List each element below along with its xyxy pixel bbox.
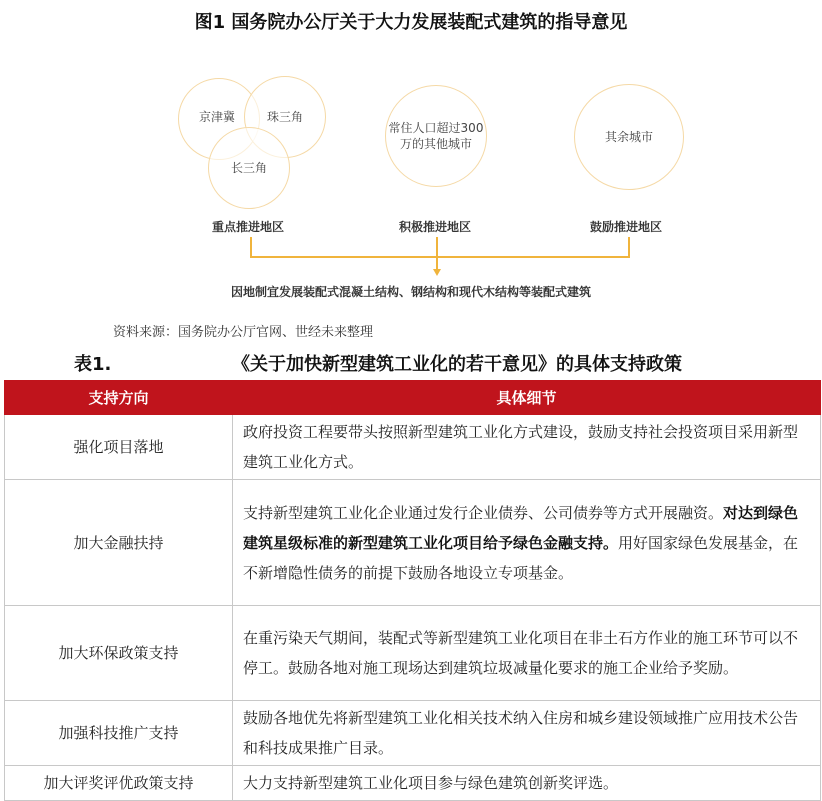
row-direction: 强化项目落地 — [5, 415, 233, 480]
circle-changsanjiao — [208, 127, 290, 209]
row-detail-part1: 支持新型建筑工业化企业通过发行企业债券、公司债券等方式开展融资。 — [243, 503, 724, 522]
figure-title: 图1 国务院办公厅关于大力发展装配式建筑的指导意见 — [194, 12, 628, 33]
row-direction: 加大环保政策支持 — [5, 606, 233, 701]
row-detail: 在重污染天气期间，装配式等新型建筑工业化项目在非土石方作业的施工环节可以不停工。鼓励各地对施工现场达到建筑垃圾减量化要求的施工企业给予奖励。 — [233, 606, 821, 701]
table-row — [5, 415, 821, 480]
connector-center-vertical — [436, 237, 438, 271]
row-direction: 加大金融扶持 — [5, 480, 233, 606]
circle-changsanjiao-label: 长三角 — [230, 161, 267, 175]
header-detail: 具体细节 — [233, 381, 821, 415]
circle-other-cities — [385, 85, 487, 187]
table-row — [5, 480, 821, 606]
header-direction: 支持方向 — [5, 381, 233, 415]
circle-remaining-cities — [574, 84, 684, 190]
connector-horizontal — [250, 256, 630, 258]
row-detail: 鼓励各地优先将新型建筑工业化相关技术纳入住房和城乡建设领域推广应用技术公告和科技成果推广目录。 — [233, 701, 821, 766]
row-detail-bold: 对达到绿色建筑星级标准的新型建筑工业化项目给予绿色金融支持。 — [243, 503, 799, 552]
row-detail: 政府投资工程要带头按照新型建筑工业化方式建设，鼓励支持社会投资项目采用新型建筑工业化方式。 — [233, 415, 821, 480]
connector-right-vertical — [628, 237, 630, 257]
circle-other-cities-line1: 常住人口超过300 — [388, 121, 484, 135]
table-row — [5, 701, 821, 766]
circle-remaining-cities-label: 其余城市 — [604, 130, 653, 144]
row-detail-part2: 用好国家绿色发展基金，在不新增隐性债务的前提下鼓励各地设立专项基金。 — [243, 533, 799, 582]
table-row — [5, 766, 821, 801]
region-encouraged: 鼓励推进地区 — [590, 220, 663, 234]
connector-left-vertical — [250, 237, 252, 257]
table-title: 《关于加快新型建筑工业化的若干意见》的具体支持政策 — [232, 354, 682, 375]
table-row — [5, 606, 821, 701]
policy-note: 因地制宜发展装配式混凝土结构、钢结构和现代木结构等装配式建筑 — [230, 285, 591, 299]
source-note: 资料来源：国务院办公厅官网、世经未来整理 — [113, 325, 374, 340]
circle-zhusanjiao-label: 珠三角 — [266, 110, 303, 124]
row-detail: 大力支持新型建筑工业化项目参与绿色建筑创新奖评选。 — [233, 766, 821, 801]
circle-jingjinji-label: 京津冀 — [198, 110, 235, 124]
table-label: 表1. — [74, 354, 112, 375]
region-active: 积极推进地区 — [399, 220, 472, 234]
region-key: 重点推进地区 — [212, 220, 285, 234]
row-direction: 加大评奖评优政策支持 — [5, 766, 233, 801]
circle-other-cities-line2: 万的其他城市 — [399, 137, 472, 151]
table-header-row — [5, 381, 821, 415]
connector-arrow-head — [433, 269, 441, 276]
row-detail — [233, 480, 821, 606]
row-direction: 加强科技推广支持 — [5, 701, 233, 766]
policy-table — [4, 380, 821, 801]
